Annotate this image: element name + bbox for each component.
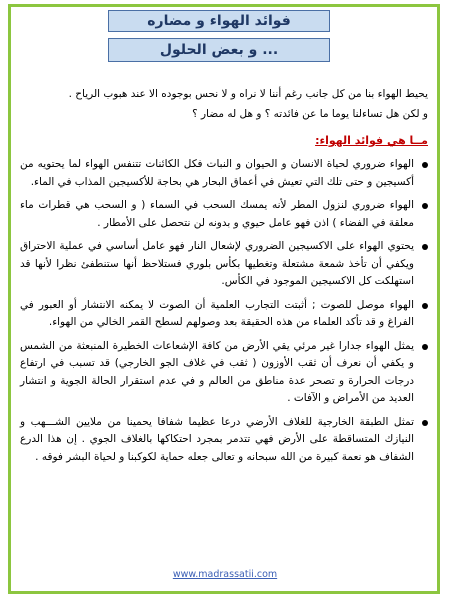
list-item	[20, 338, 430, 408]
list-item	[20, 297, 430, 332]
list-item	[20, 156, 430, 191]
intro-line-2: و لكن هل تساءلنا يوما ما عن فائدته ؟ و هل له مضار ؟	[192, 108, 428, 120]
intro-line-1: يحيط الهواء بنا من كل جانب رغم أننا لا نراه و لا نحس بوجوده الا عند هبوب الرياح .	[68, 88, 428, 100]
list-item-text: الهواء موصل للصوت ; أثبتت التجارب العلمية أن الصوت لا يمكنه الانتشار أو العبور في الفراغ و قد تأكد العلماء من هذه الحقيقة بعد وصولهم لسطح القمر الخالي من الهواء.	[20, 298, 414, 328]
bullet-icon	[422, 203, 428, 209]
list-item-text: الهواء ضروري لنزول المطر لأنه يمسك السحب في السماء ( و السحب هي قطرات ماء معلقة في الفضاء ) اذن فهو عامل حيوي و بدونه لن نتحصل على الأمطار .	[20, 199, 414, 229]
bullet-icon	[422, 344, 428, 350]
list-item-text: الهواء ضروري لحياة الانسان و الحيوان و النبات فكل الكائنات تتنفس الهواء لما يحتويه من أكسيجين و حتى تلك التي تعيش في أعماق البحار هي بحاجة للأكسيجين المذاب في الماء.	[20, 158, 414, 188]
list-item	[20, 238, 430, 291]
list-item-text: تمثل الطبقة الخارجية للغلاف الأرضي درعا عظيما شفافا يحمينا من ملايين الشـــهب و النيازك المتساقطة على الأرض فهي تتدمر بمجرد احتكاكها بالغلاف الجوي . إن هذا الدرع الشفاف هو نعمة كبيرة من الله سبحانه و تعالى جعله حماية لكوكبنا و لحياة البشر فوقه .	[20, 415, 414, 463]
benefits-list	[20, 156, 430, 472]
list-item-text: يحتوي الهواء على الاكسيجين الضروري لإشعال النار فهو عامل أساسي في عملية الاحتراق ويكفي أن تأخذ شمعة مشتعلة وتغطيها بكأس بلوري فستلاحظ أنها ستنطفئ نظرا لأنها قد استهلكت كل الاكسيجين الموجود في الكأس.	[20, 240, 414, 287]
bullet-icon	[422, 162, 428, 168]
bullet-icon	[422, 244, 428, 250]
list-item	[20, 197, 430, 232]
bullet-icon	[422, 303, 428, 309]
list-item	[20, 414, 430, 467]
page-title: فوائد الهواء و مضاره	[108, 10, 330, 32]
page-subtitle: ... و بعض الحلول	[108, 38, 330, 62]
section-heading: مــا هي فوائد الهواء:	[315, 134, 428, 147]
footer-link[interactable]: www.madrassatii.com	[172, 569, 278, 580]
list-item-text: يمثل الهواء جدارا غير مرئي يقي الأرض من كافة الإشعاعات الخطيرة المنبعثة من الشمس و يكفي أن نعرف أن ثقب الأوزون ( ثقب في غلاف الجو الخارجي) قد تسبب في ارتفاع درجات الحرارة و تصحر عدة مناطق من العالم و في عدم استقرار الحالة الجوية و انتشار العديد من الأمراض و الآفات .	[20, 339, 414, 404]
bullet-icon	[422, 420, 428, 426]
